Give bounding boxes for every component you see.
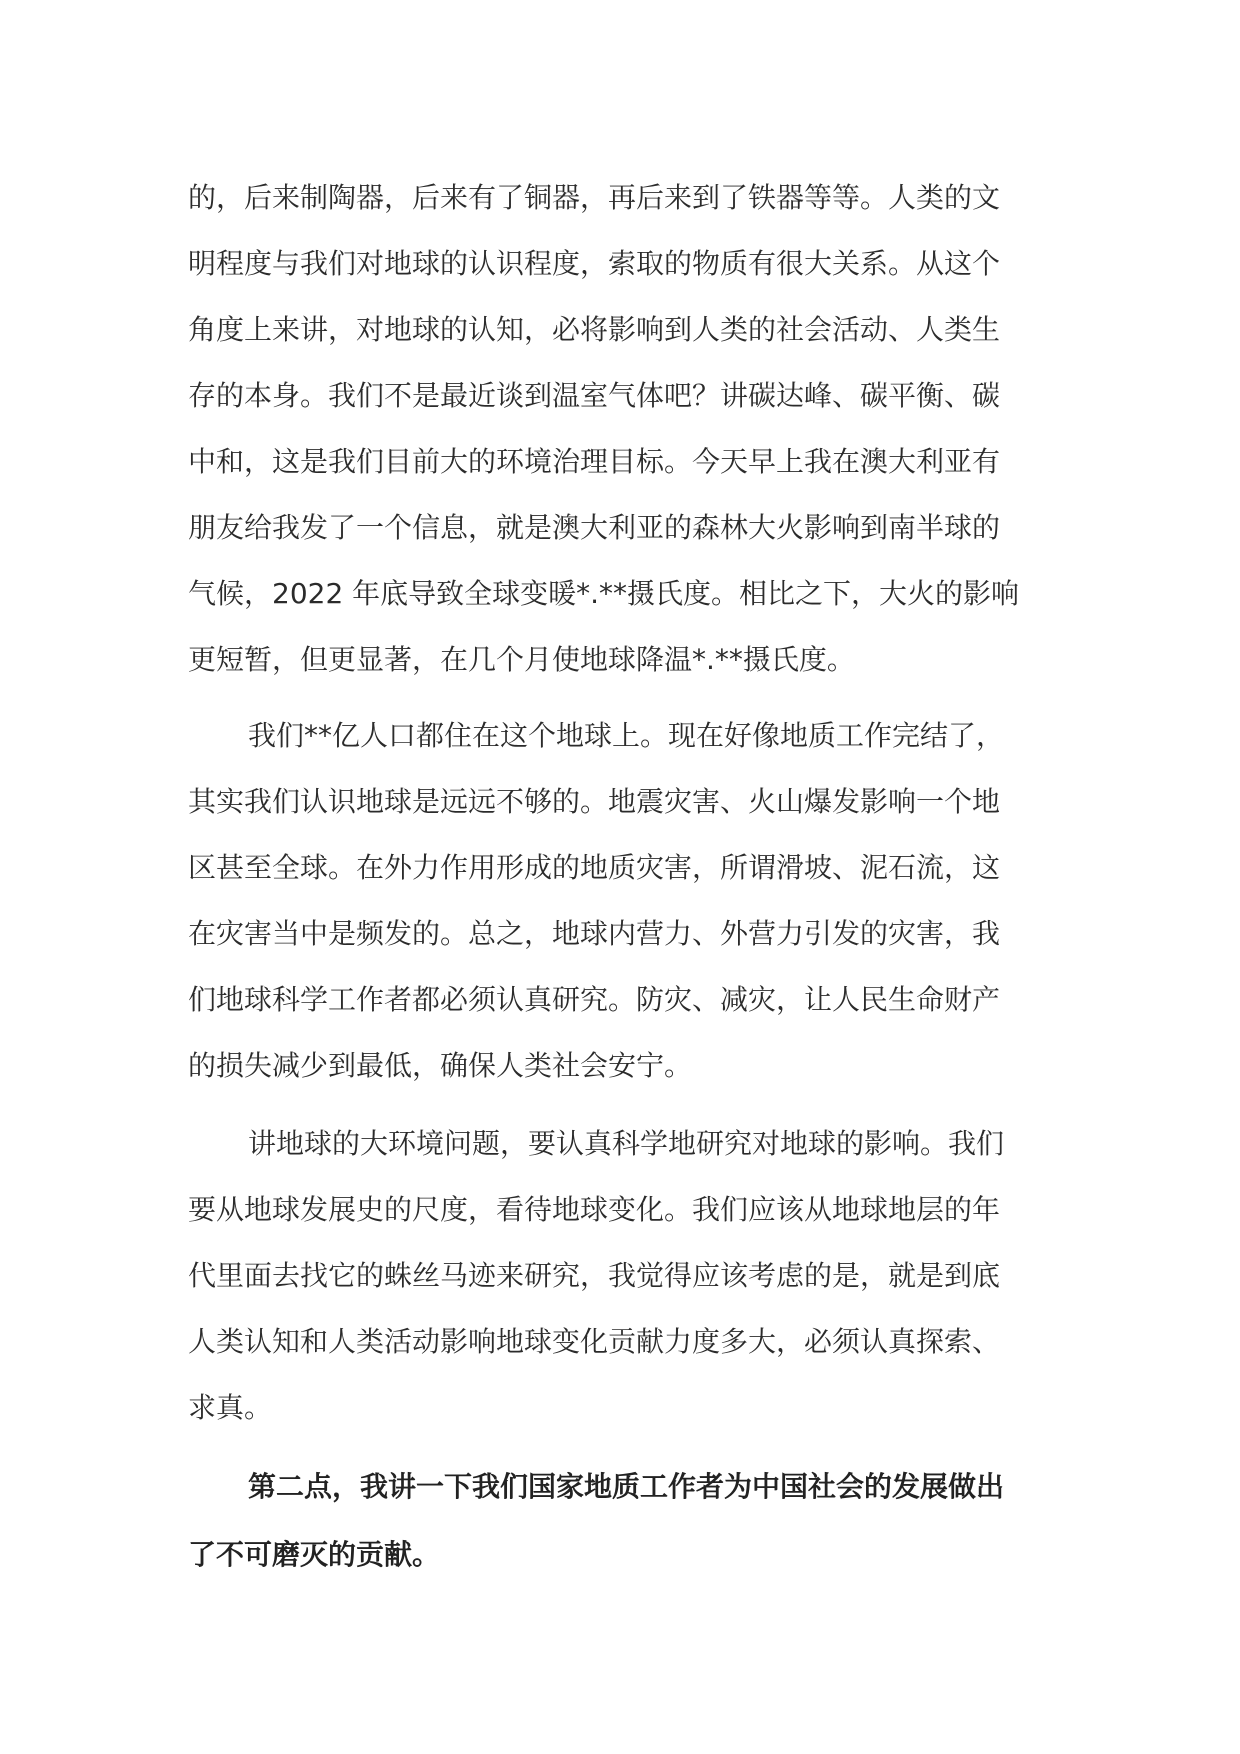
text-line: 人类认知和人类活动影响地球变化贡献力度多大，必须认真探索、 bbox=[188, 1325, 1001, 1358]
text-line: 存的本身。我们不是最近谈到温室气体吧？讲碳达峰、碳平衡、碳 bbox=[188, 379, 1001, 412]
text-line: 的损失减少到最低，确保人类社会安宁。 bbox=[188, 1049, 693, 1082]
text-line: 在灾害当中是频发的。总之，地球内营力、外营力引发的灾害，我 bbox=[188, 917, 1001, 950]
text-line: 我们**亿人口都住在这个地球上。现在好像地质工作完结了， bbox=[248, 719, 1005, 752]
text-line: 其实我们认识地球是远远不够的。地震灾害、火山爆发影响一个地 bbox=[188, 785, 1001, 818]
text-line: 中和，这是我们目前大的环境治理目标。今天早上我在澳大利亚有 bbox=[188, 445, 1001, 478]
heading-line: 第二点，我讲一下我们国家地质工作者为中国社会的发展做出 bbox=[248, 1470, 1005, 1503]
text-line: 气候，2022 年底导致全球变暖*.**摄氏度。相比之下，大火的影响 bbox=[188, 577, 1020, 610]
paragraph-population bbox=[188, 703, 1052, 1099]
text-line: 的，后来制陶器，后来有了铜器，再后来到了铁器等等。人类的文 bbox=[188, 181, 1001, 214]
paragraph-continuation bbox=[188, 165, 1052, 693]
paragraph-environment bbox=[188, 1111, 1052, 1441]
text-line: 明程度与我们对地球的认识程度，索取的物质有很大关系。从这个 bbox=[188, 247, 1001, 280]
text-line: 区甚至全球。在外力作用形成的地质灾害，所谓滑坡、泥石流，这 bbox=[188, 851, 1001, 884]
text-line: 更短暂，但更显著，在几个月使地球降温*.**摄氏度。 bbox=[188, 643, 855, 676]
text-line: 们地球科学工作者都必须认真研究。防灾、减灾，让人民生命财产 bbox=[188, 983, 1001, 1016]
text-line: 朋友给我发了一个信息，就是澳大利亚的森林大火影响到南半球的 bbox=[188, 511, 1001, 544]
text-line: 代里面去找它的蛛丝马迹来研究，我觉得应该考虑的是，就是到底 bbox=[188, 1259, 1001, 1292]
heading-line: 了不可磨灭的贡献。 bbox=[188, 1538, 441, 1571]
text-line: 角度上来讲，对地球的认知，必将影响到人类的社会活动、人类生 bbox=[188, 313, 1001, 346]
text-line: 求真。 bbox=[188, 1391, 273, 1424]
section-heading bbox=[188, 1453, 1052, 1589]
text-line: 要从地球发展史的尺度，看待地球变化。我们应该从地球地层的年 bbox=[188, 1193, 1001, 1226]
text-line: 讲地球的大环境问题，要认真科学地研究对地球的影响。我们 bbox=[248, 1127, 1005, 1160]
